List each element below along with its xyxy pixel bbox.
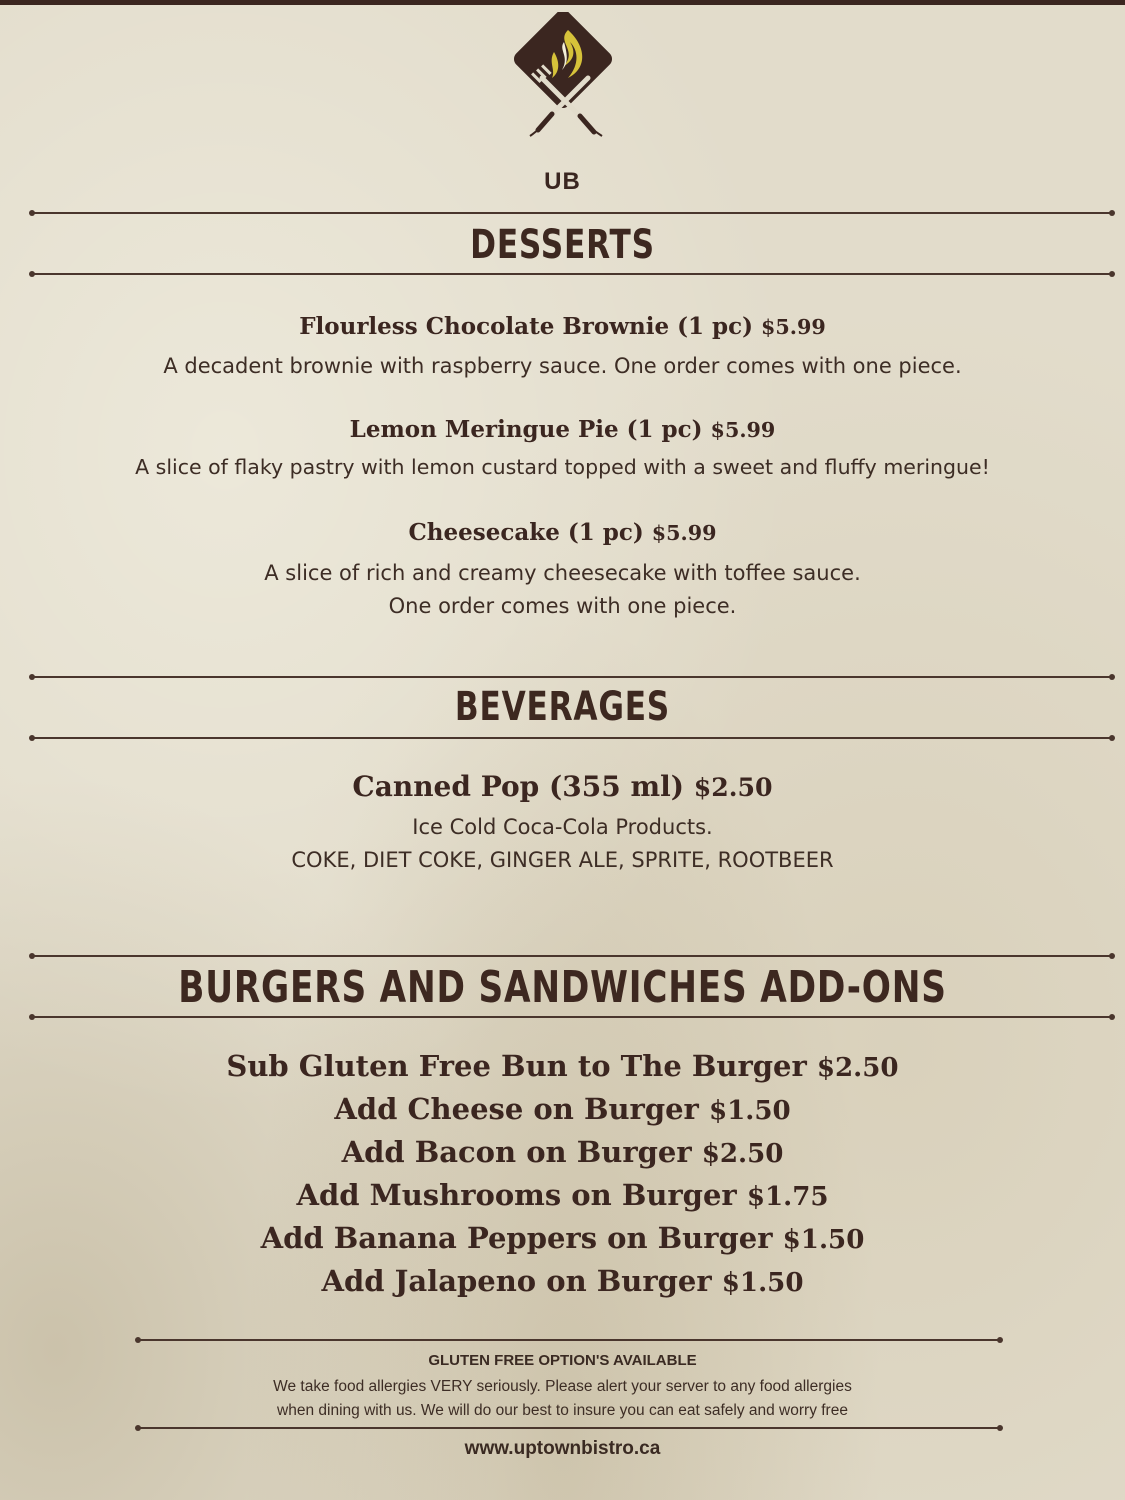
- menu-item-price: $2.50: [693, 772, 773, 802]
- menu-item-price: $5.99: [761, 315, 826, 339]
- menu-item-name: Canned Pop (355 ml) $2.50: [352, 770, 773, 803]
- menu-item-name: Lemon Meringue Pie (1 pc) $5.99: [349, 416, 776, 443]
- menu-item-name: Add Cheese on Burger $1.50: [334, 1092, 791, 1126]
- logo-text: UB: [544, 168, 581, 195]
- divider: [32, 212, 1112, 214]
- menu-item-name: Cheesecake (1 pc) $5.99: [408, 519, 717, 546]
- section-title-beverages: BEVERAGES: [454, 684, 671, 730]
- menu-item-name: Flourless Chocolate Brownie (1 pc) $5.99: [299, 313, 826, 340]
- menu-item-price: $1.75: [746, 1181, 829, 1212]
- menu-item-description: Ice Cold Coca-Cola Products.: [412, 815, 713, 839]
- menu-item-price: $2.50: [816, 1052, 899, 1083]
- menu-item-name: Add Banana Peppers on Burger $1.50: [260, 1221, 865, 1255]
- menu-item-name: Add Jalapeno on Burger $1.50: [321, 1264, 804, 1298]
- section-title-addons: BURGERS AND SANDWICHES ADD-ONS: [178, 962, 947, 1013]
- divider: [138, 1427, 1000, 1429]
- divider: [32, 273, 1112, 275]
- divider: [32, 1016, 1112, 1018]
- top-border: [0, 0, 1125, 5]
- menu-item-price: $5.99: [651, 521, 717, 545]
- divider: [32, 955, 1112, 957]
- menu-item-name: Add Bacon on Burger $2.50: [341, 1135, 784, 1169]
- menu-item-name: Sub Gluten Free Bun to The Burger $2.50: [226, 1049, 899, 1083]
- divider: [138, 1339, 1000, 1341]
- menu-item-price: $2.50: [701, 1138, 784, 1169]
- gluten-free-notice: GLUTEN FREE OPTION'S AVAILABLE: [428, 1352, 697, 1369]
- allergy-notice-line: We take food allergies VERY seriously. Please alert your server to any food allergies: [273, 1378, 852, 1395]
- website-link[interactable]: www.uptownbistro.ca: [464, 1438, 661, 1459]
- menu-item-description: COKE, DIET COKE, GINGER ALE, SPRITE, ROOTBEER: [291, 848, 834, 872]
- menu-item-price: $1.50: [708, 1095, 791, 1126]
- menu-item-name: Add Mushrooms on Burger $1.75: [296, 1178, 829, 1212]
- menu-item-price: $1.50: [721, 1267, 804, 1298]
- menu-item-description: One order comes with one piece.: [388, 594, 737, 618]
- divider: [32, 676, 1112, 678]
- divider: [32, 737, 1112, 739]
- menu-item-price: $1.50: [782, 1224, 865, 1255]
- menu-item-description: A decadent brownie with raspberry sauce. One order comes with one piece.: [163, 354, 962, 378]
- menu-item-description: A slice of rich and creamy cheesecake with toffee sauce.: [264, 561, 861, 585]
- allergy-notice-line: when dining with us. We will do our best to insure you can eat safely and worry free: [277, 1402, 848, 1419]
- menu-item-price: $5.99: [710, 418, 776, 442]
- menu-item-description: A slice of flaky pastry with lemon custard topped with a sweet and fluffy meringue!: [135, 455, 990, 479]
- section-title-desserts: DESSERTS: [470, 222, 655, 268]
